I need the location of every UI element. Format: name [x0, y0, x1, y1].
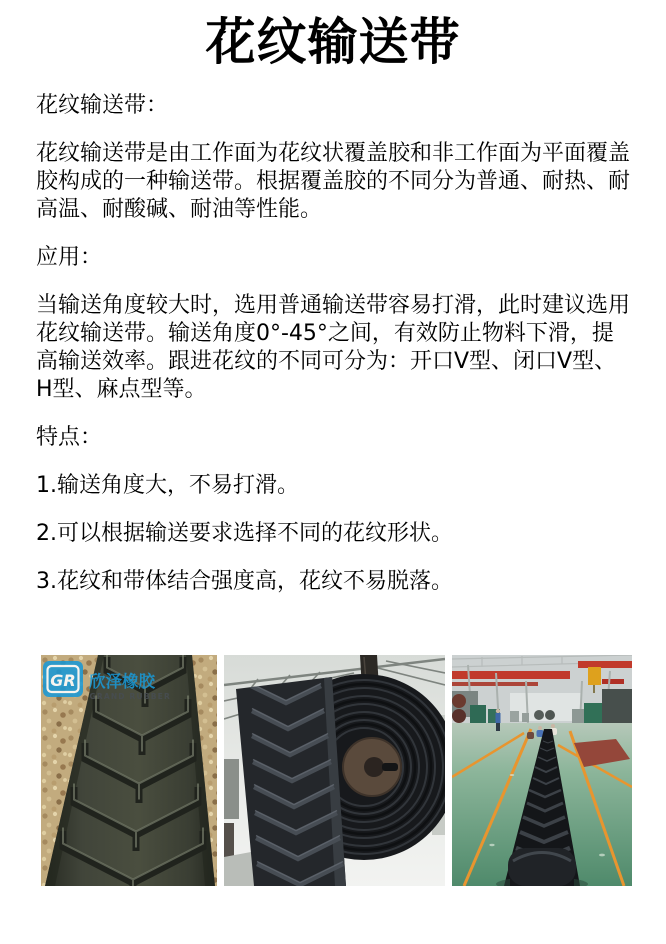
belt-on-factory-floor-image — [452, 655, 632, 886]
product-image-gallery — [41, 655, 632, 886]
intro-label: 花纹输送带： — [36, 92, 169, 118]
feature-item-3: 3.花纹和带体结合强度高，花纹不易脱落。 — [36, 568, 453, 594]
application-paragraph: 当输送角度较大时，选用普通输送带容易打滑，此时建议选用花纹输送带。输送角度0°-45°之间，有效防止物料下滑，提高输送效率。跟进花纹的不同可分为：开口V型、闭口V型、H型、麻点型等。 — [36, 292, 631, 402]
product-description — [0, 92, 666, 596]
brand-logo-cn: 欣泽橡胶 — [89, 672, 155, 691]
hanging-belt — [236, 663, 346, 887]
coil-hub — [343, 738, 401, 796]
chevron-belt-roll-image — [224, 655, 445, 886]
product-photo-chevron-belt — [41, 655, 217, 886]
intro-paragraph: 花纹输送带是由工作面为花纹状覆盖胶和非工作面为平面覆盖胶构成的一种输送带。根据覆盖胶的不同分为普通、耐热、耐高温、耐酸碱、耐油等性能。 — [36, 140, 631, 222]
feature-item-1: 1.输送角度大，不易打滑。 — [36, 472, 299, 498]
brand-logo-mark: GR — [50, 671, 76, 690]
chevron-belt-on-gravel-image — [41, 655, 217, 886]
standing-worker — [496, 709, 501, 731]
feature-item-2: 2.可以根据输送要求选择不同的花纹形状。 — [36, 520, 453, 546]
application-label: 应用： — [36, 244, 103, 270]
product-photo-belt-roll — [224, 655, 445, 886]
page-title: 花纹输送带 — [205, 13, 461, 71]
features-label: 特点： — [36, 424, 103, 450]
product-page — [0, 14, 666, 944]
brand-logo-en: GRAND RUBBER — [89, 692, 171, 701]
product-photo-factory-floor — [452, 655, 632, 886]
